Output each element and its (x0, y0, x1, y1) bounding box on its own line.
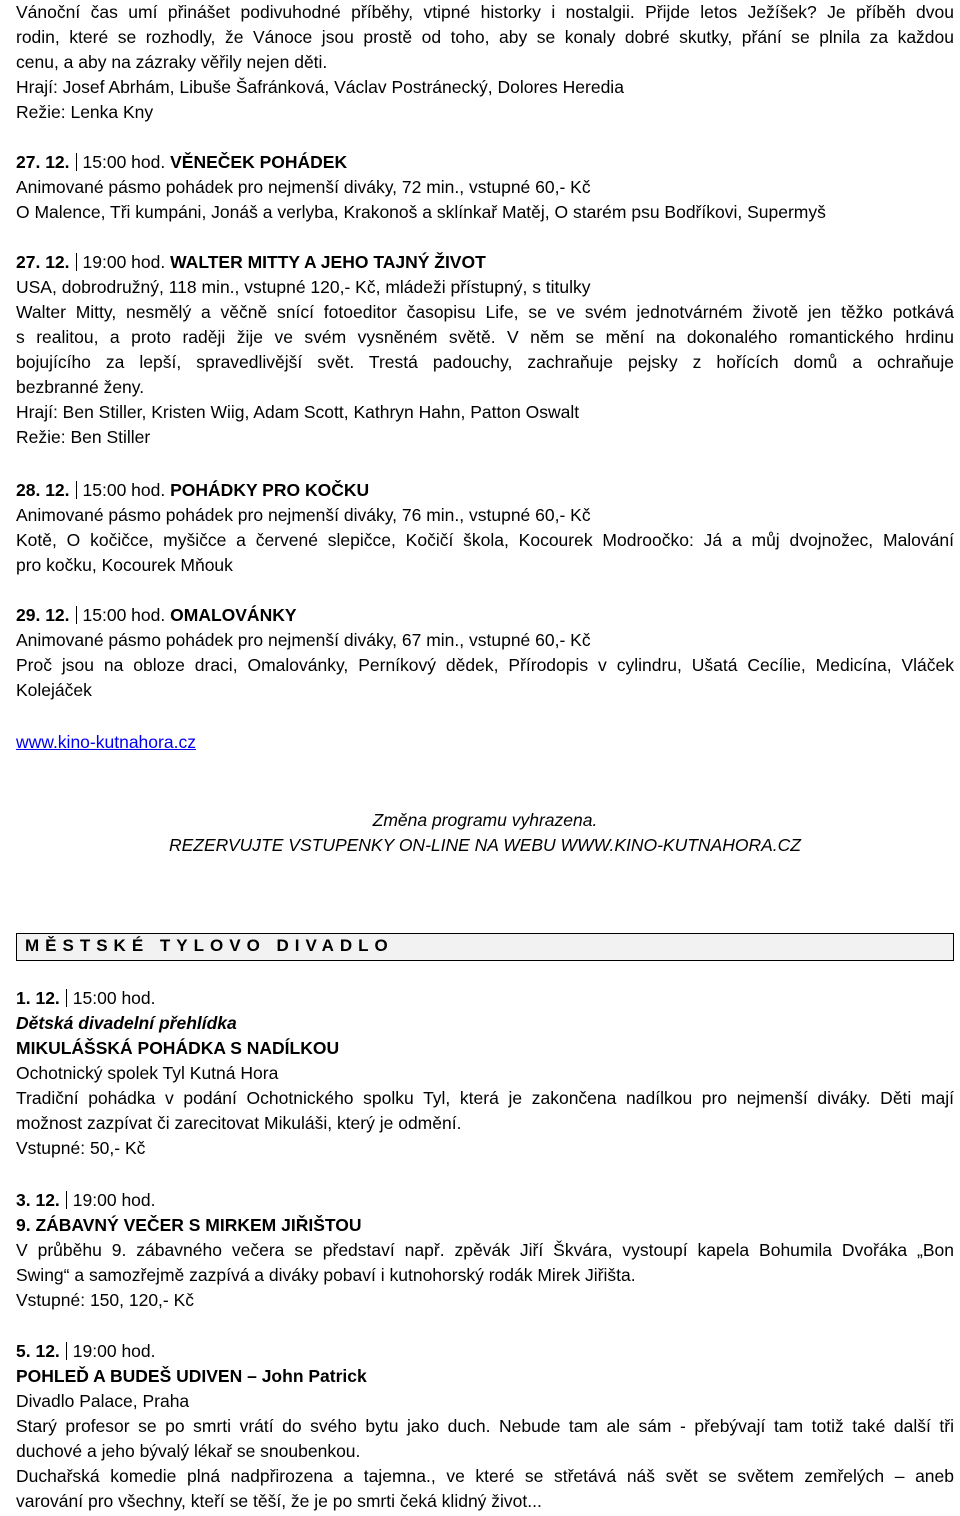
event-description: bojujícího za lepší, spravedlivější svět. Trestá padouchy, zachraňuje pejsky z hořících domů a ochraňuje (16, 352, 954, 372)
event-time: 15:00 hod. (72, 988, 156, 1008)
event-description: Kotě, O kočičce, myšičce a červené slepičce, Kočičí škola, Kocourek Modroočko: Já a můj dvojnožec, Malování (16, 530, 954, 550)
event-info-text: USA, dobrodružný, 118 min. (16, 277, 235, 297)
event-description: duchové a jeho bývalý lékař se snoubenkou. (16, 1441, 361, 1461)
event-time: 15:00 hod. (82, 152, 166, 172)
event-title: 9. ZÁBAVNÝ VEČER S MIRKEM JIŘIŠTOU (16, 1215, 362, 1235)
event-date: 27. 12. (16, 252, 70, 272)
event-price: Vstupné: 50,- Kč (16, 1138, 146, 1158)
event-description: možnost zazpívat či zarecitovat Mikuláši, který je odmění. (16, 1113, 462, 1133)
event-price: , vstupné 120,- Kč, mládeži přístupný, s titulky (234, 277, 591, 297)
event-description: s realitou, a proto raději žije ve svém vysněném světě. V něm se mění na dokonalého romantického hrdinu (16, 327, 954, 347)
event-date: 28. 12. (16, 480, 70, 500)
event-subtitle: Dětská divadelní přehlídka (16, 1013, 237, 1033)
event-description: bezbranné ženy. (16, 377, 145, 397)
event-date: 29. 12. (16, 605, 70, 625)
event-description: O Malence, Tři kumpáni, Jonáš a verlyba, Krakonoš a sklínkař Matěj, O starém psu Bodříkovi, Supermyš (16, 202, 826, 222)
intro-line: cenu, a aby na zázraky věřily nejen děti. (16, 52, 328, 72)
section-title: MĚSTSKÉ TYLOVO DIVADLO (25, 936, 394, 955)
event-description: Starý profesor se po smrti vrátí do svého bytu jako duch. Nebude tam ale sám - přebývají tam totiž také další tři (16, 1416, 954, 1436)
event-header (16, 603, 954, 628)
event-title: POHÁDKY PRO KOČKU (170, 480, 370, 500)
separator (76, 253, 77, 271)
cast-line: Hrají: Ben Stiller, Kristen Wiig, Adam Scott, Kathryn Hahn, Patton Oswalt (16, 402, 580, 422)
event-info (16, 275, 954, 300)
intro-line: Vánoční čas umí přinášet podivuhodné příběhy, vtipné historky i nostalgii. Přijde letos Ježíšek? Je příběh dvou (16, 2, 954, 22)
director-line: Režie: Lenka Kny (16, 102, 154, 122)
intro-line: rodin, které se rozhodly, že Vánoce jsou prostě od toho, aby se konaly dobré skutky, přání se plnila za každou (16, 27, 954, 47)
event-title: WALTER MITTY A JEHO TAJNÝ ŽIVOT (170, 252, 486, 272)
event-description: V průběhu 9. zábavného večera se představí např. zpěvák Jiří Škvára, vystoupí kapela Bohumila Dvořáka „Bon (16, 1240, 954, 1260)
event-description: Tradiční pohádka v podání Ochotnického spolku Tyl, která je zakončena nadílkou pro nejmenší diváky. Děti mají (16, 1088, 954, 1108)
reservation-notice: REZERVUJTE VSTUPENKY ON-LINE NA WEBU WWW.KINO-KUTNAHORA.CZ (169, 835, 801, 855)
event-time: 19:00 hod. (72, 1341, 156, 1361)
event-title: POHLEĎ A BUDEŠ UDIVEN (16, 1366, 243, 1386)
event-description: Duchařská komedie plná nadpřirozena a tajemna., ve které se střetává náš svět se světem zemřelých – aneb (16, 1466, 954, 1486)
event-price: , vstupné 60,- Kč (459, 177, 591, 197)
event-header (16, 1188, 954, 1213)
event-title-line (16, 1364, 954, 1389)
cast-line: Hrají: Josef Abrhám, Libuše Šafránková, Václav Postránecký, Dolores Heredia (16, 77, 624, 97)
separator (66, 1342, 67, 1360)
event-header (16, 1339, 954, 1364)
event-title: MIKULÁŠSKÁ POHÁDKA S NADÍLKOU (16, 1038, 340, 1058)
website-line (16, 730, 954, 755)
event-info (16, 175, 954, 200)
event-header (16, 986, 954, 1011)
event-info-text: Animované pásmo pohádek pro nejmenší diváky, 67 min. (16, 630, 460, 650)
event-price: , vstupné 60,- Kč (459, 630, 591, 650)
event-title: OMALOVÁNKY (170, 605, 297, 625)
event-description: Kolejáček (16, 680, 92, 700)
event-time: 15:00 hod. (82, 480, 166, 500)
event-header (16, 150, 954, 175)
event-date: 3. 12. (16, 1190, 60, 1210)
separator (76, 153, 77, 171)
section-header (16, 933, 954, 961)
director-line: Režie: Ben Stiller (16, 427, 151, 447)
event-info (16, 503, 954, 528)
event-header (16, 250, 954, 275)
event-description: pro kočku, Kocourek Mňouk (16, 555, 233, 575)
event-company: Divadlo Palace, Praha (16, 1391, 190, 1411)
event-header (16, 478, 954, 503)
event-company: Ochotnický spolek Tyl Kutná Hora (16, 1063, 279, 1083)
website-link[interactable]: www.kino-kutnahora.cz (16, 732, 196, 752)
event-date: 1. 12. (16, 988, 60, 1008)
event-title: VĚNEČEK POHÁDEK (170, 152, 348, 172)
event-description: varování pro všechny, kteří se těší, že je po smrti čeká klidný život... (16, 1491, 542, 1511)
event-info-text: Animované pásmo pohádek pro nejmenší diváky, 76 min. (16, 505, 460, 525)
separator (76, 606, 77, 624)
event-info (16, 628, 954, 653)
title-separator: – (242, 1366, 262, 1386)
event-time: 15:00 hod. (82, 605, 166, 625)
event-time: 19:00 hod. (82, 252, 166, 272)
event-author: John Patrick (261, 1366, 367, 1386)
event-date: 27. 12. (16, 152, 70, 172)
separator (66, 989, 67, 1007)
event-description: Proč jsou na obloze draci, Omalovánky, Perníkový dědek, Přírodopis v cylindru, Ušatá Cecílie, Medicína, Vláček (16, 655, 954, 675)
event-price: , vstupné 60,- Kč (459, 505, 591, 525)
separator (66, 1191, 67, 1209)
event-description: Swing“ a samozřejmě zazpívá a diváky pobaví i kutnohorský rodák Mirek Jiřišta. (16, 1265, 636, 1285)
program-change-notice: Změna programu vyhrazena. (372, 810, 598, 830)
event-description: Walter Mitty, nesmělý a věčně snící fotoeditor časopisu Life, se ve svém jednotvárném životě jen těžko potkává (16, 302, 954, 322)
separator (76, 481, 77, 499)
event-date: 5. 12. (16, 1341, 60, 1361)
event-info-text: Animované pásmo pohádek pro nejmenší diváky, 72 min. (16, 177, 460, 197)
event-time: 19:00 hod. (72, 1190, 156, 1210)
event-price: Vstupné: 150, 120,- Kč (16, 1290, 195, 1310)
